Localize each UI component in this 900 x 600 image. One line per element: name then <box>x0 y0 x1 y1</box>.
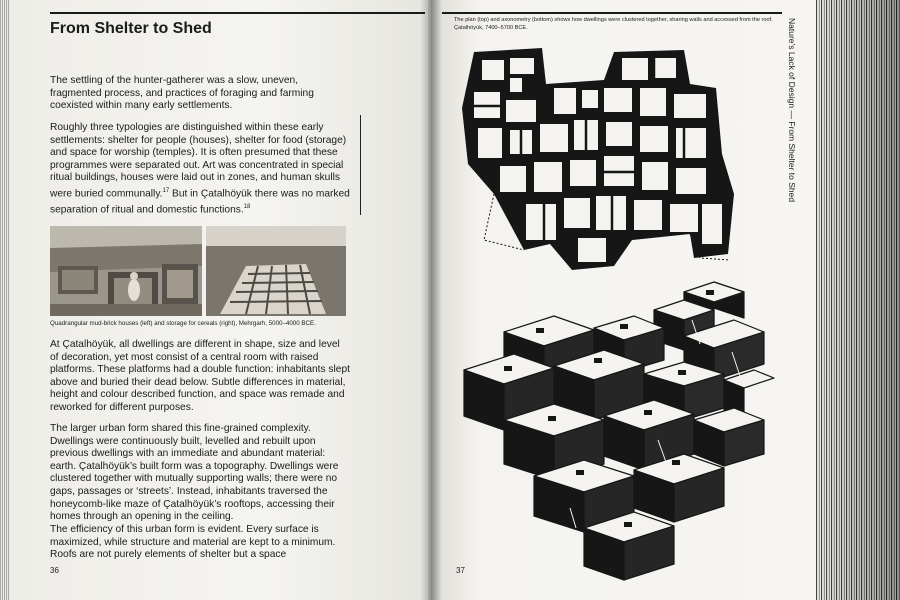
page-number-left: 36 <box>50 566 59 575</box>
paragraph-3: At Çatalhöyük, all dwellings are different in shape, size and level of decoration, yet most consist of a central room with raised platforms. These platforms had a double function: inhabitants slept above and buried their dead below. Subtle differences in material, height and colour described function, and space was remade and reworked for different purposes. <box>50 339 350 413</box>
running-head: Nature’s Lack of Design — From Shelter to Shed <box>787 18 797 203</box>
margin-rule <box>360 115 361 215</box>
photo-caption: Quadrangular mud-brick houses (left) and storage for cereals (right), Mehrgarh, 5000–4000 BCE. <box>50 320 316 327</box>
figure-caption-date: Çatalhöyük, 7400–5700 BCE. <box>454 24 528 31</box>
page-number-right: 37 <box>456 566 465 575</box>
top-rule <box>50 12 425 14</box>
settlement-axonometry-figure <box>444 270 784 590</box>
footnote-ref-18: 18 <box>243 203 251 210</box>
page-title: From Shelter to Shed <box>50 20 212 37</box>
figure-caption-text: The plan (top) and axonometry (bottom) shows how dwellings were clustered together, sharing walls and accessed from the roof. <box>454 17 773 23</box>
right-page <box>432 0 816 600</box>
left-page <box>10 0 428 600</box>
paragraph-4: The larger urban form shared this fine-grained complexity. Dwellings were continuously built, levelled and rebuilt upon previous dwellings with an immediate and abundant material: earth. Çatalhöyük’s built form was a topography. Dwellings were clustered together with mutually supporting walls; there were no gaps, passages or ‘streets’. Instead, inhabitants traversed the honeycomb-like maze of Çatalhöyük’s rooftops, accessing their homes through an opening in the ceiling. <box>50 423 339 523</box>
paragraph-5: The efficiency of this urban form is evident. Every surface is maximized, while structure and material are kept to a minimum. Roofs are not purely elements of shelter but a space <box>50 524 336 561</box>
figure-caption <box>454 17 794 32</box>
paragraph-1: The settling of the hunter-gatherer was a slow, uneven, fragmented process, and practices of foraging and farming coexisted within many early settlements. <box>50 75 314 112</box>
photo-cereal-storage <box>206 226 346 316</box>
settlement-plan-figure <box>454 44 754 274</box>
photo-mud-brick-houses <box>50 226 202 316</box>
page-stack-edges <box>816 0 900 600</box>
paragraph-2-continued: But in Çatalhöyük there was no marked separation of ritual and domestic functions. <box>50 188 350 216</box>
footnote-ref-17: 17 <box>162 187 170 194</box>
top-rule-right <box>442 12 782 14</box>
paragraph-2 <box>50 122 350 217</box>
book-gutter <box>420 0 442 600</box>
paragraph-2-text: Roughly three typologies are distinguished within these early settlements: shelter for people (houses), shelter for food (storage) and space for worship (temples). It is often presumed that these programmes were separated out. Art was concentrated in special ritual buildings, houses were laid out in zones, and human skulls were buried communally. <box>50 122 347 200</box>
